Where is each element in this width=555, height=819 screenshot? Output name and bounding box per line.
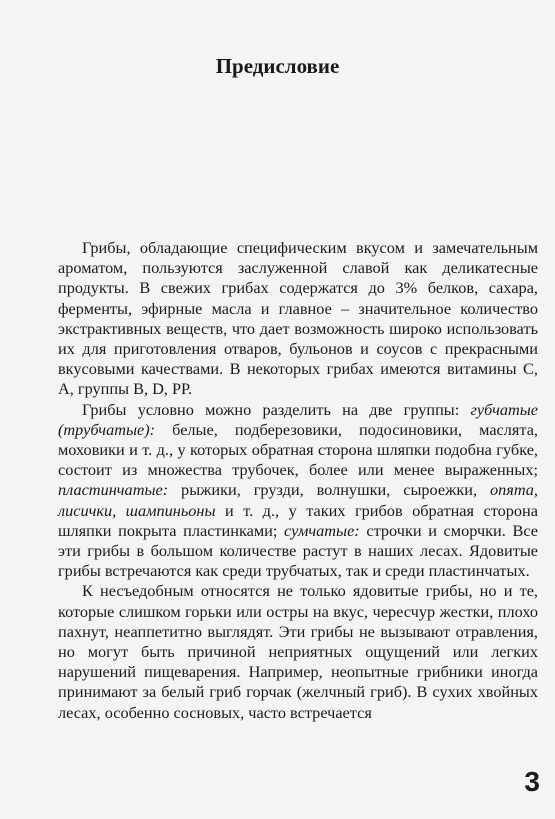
text-run: строчки и сморчки. Все эти грибы в большом количестве растут в наших лесах. Ядовитые грибы встречаются как среди трубчатых, так и среди пластинчатых. xyxy=(58,520,538,581)
italic-term: сумчатые: xyxy=(284,520,360,540)
text-run: Грибы, обладающие специфическим вкусом и замечательным ароматом, пользуются заслуженной славой как деликатесные продукты. В свежих грибах содержатся до 3% белков, сахара, ферменты, эфирные масла и главное – значительное количество экстрактивных веществ, что дает возможность широко использовать их для приготовления отваров, бульонов и соусов с прекрасными вкусовыми качествами. В некоторых грибах имеются витамины С, А, группы В, D, РР. xyxy=(58,238,538,399)
page-title: Предисловие xyxy=(215,54,340,79)
italic-term: опята, лисички, шампиньоны xyxy=(58,480,538,520)
text-run: К несъедобным относятся не только ядовитые грибы, но и те, которые слишком горьки или остры на вкус, чересчур жестки, плохо пахнут, неаппетитно выглядят. Эти грибы не вызывают отравления, но могут быть причиной неприятных ощущений или легких нарушений пищеварения. Например, неопытные грибники иногда принимают за белый гриб горчак (желчный гриб). В сухих хвойных лесах, особенно сосновых, часто встречается xyxy=(58,581,538,722)
italic-term: пластинчатые: xyxy=(58,480,169,500)
page-number: 3 xyxy=(524,766,540,797)
text-run: Грибы условно можно разделить на две группы: xyxy=(82,399,471,419)
paragraph xyxy=(58,238,538,400)
paragraph xyxy=(58,400,538,582)
body-text xyxy=(58,238,538,723)
paragraph xyxy=(58,581,538,722)
text-run: и т. д., у таких грибов обратная сторона шляпки покрыта пластинками; xyxy=(58,500,539,540)
text-run: рыжики, грузди, волнушки, сыроежки, xyxy=(168,480,490,500)
text-run: белые, подберезовики, подосиновики, маслята, моховики и т. д., у которых обратная сторона шляпки подобна губке, состоит из множества трубочек, более или менее выраженных; xyxy=(58,419,538,480)
italic-term: губчатые (трубчатые): xyxy=(58,399,538,439)
